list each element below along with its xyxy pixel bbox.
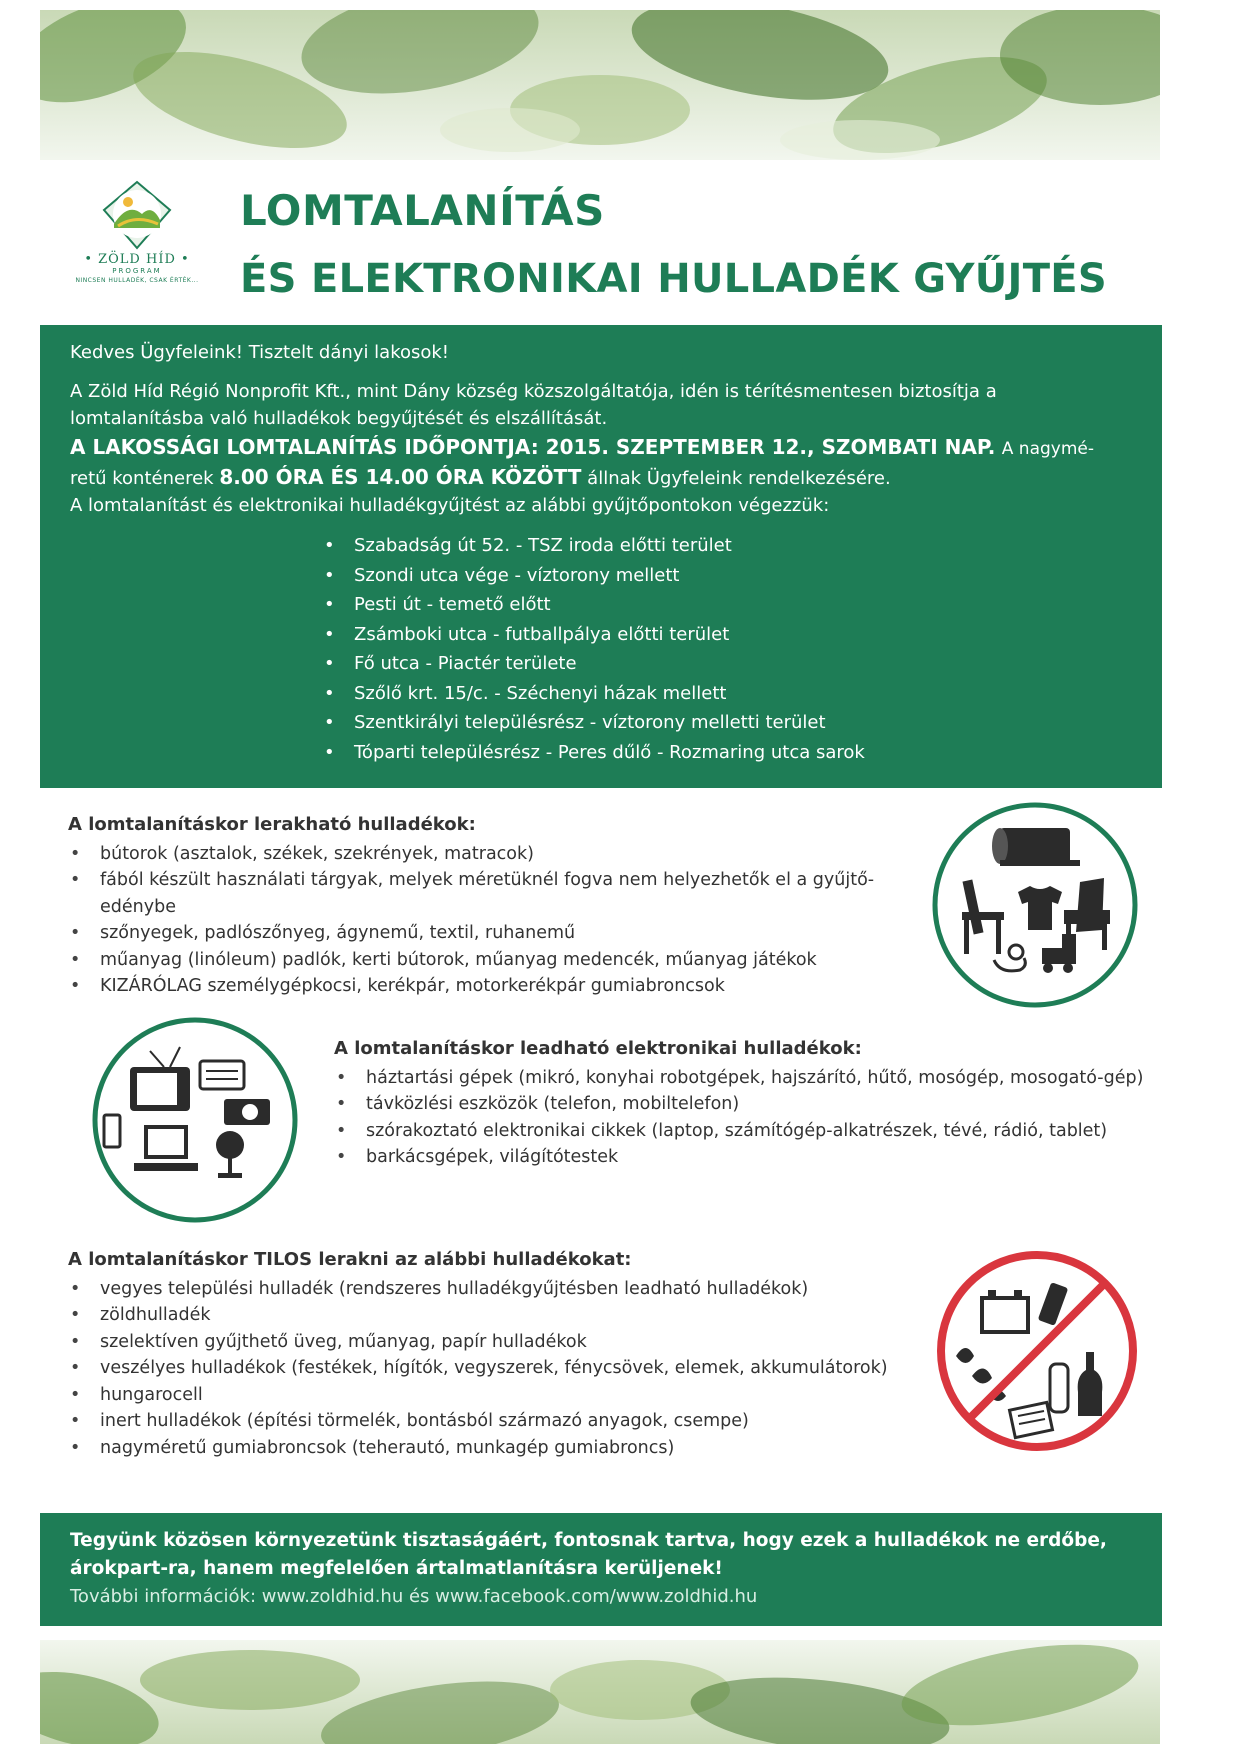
list-item: • KIZÁRÓLAG személygépkocsi, kerékpár, motorkerékpár gumiabroncsok bbox=[68, 973, 928, 1000]
list-item: • barkácsgépek, világítótestek bbox=[334, 1144, 1164, 1171]
list-item: • vegyes települési hulladék (rendszeres hulladékgyűjtésben leadható hulladékok) bbox=[68, 1276, 888, 1303]
list-item: • inert hulladékok (építési törmelék, bontásból származó anyagok, csempe) bbox=[68, 1408, 888, 1435]
collection-point: • Szabadság út 52. - TSZ iroda előtti terület bbox=[324, 531, 1134, 561]
list-item: • szórakoztató elektronikai cikkek (laptop, számítógép-alkatrészek, tévé, rádió, tablet) bbox=[334, 1118, 1164, 1145]
papers-icon bbox=[1010, 1402, 1053, 1437]
collection-point: • Szőlő krt. 15/c. - Széchenyi házak mellett bbox=[324, 679, 1134, 709]
intro-panel bbox=[40, 325, 1162, 788]
electronic-items-icon bbox=[90, 1015, 300, 1225]
forbidden-items-icon bbox=[932, 1246, 1142, 1456]
page-title-line1: LOMTALANÍTÁS bbox=[240, 186, 605, 235]
date-line-tail: A nagymé- bbox=[1001, 439, 1094, 459]
collection-point: • Fő utca - Piactér területe bbox=[324, 649, 1134, 679]
list-item: • műanyag (linóleum) padlók, kerti bútorok, műanyag medencék, műanyag játékok bbox=[68, 947, 928, 974]
greeting-text: Kedves Ügyfeleink! Tisztelt dányi lakosok! bbox=[70, 342, 450, 363]
collection-point: • Szentkirályi településrész - víztorony melletti terület bbox=[324, 708, 1134, 738]
electronic-waste-section bbox=[334, 1036, 1164, 1171]
zold-hid-logo bbox=[62, 180, 212, 305]
collection-point: • Tóparti településrész - Peres dűlő - Rozmaring utca sarok bbox=[324, 738, 1134, 768]
list-item: • hungarocell bbox=[68, 1382, 888, 1409]
top-leaf-banner bbox=[40, 10, 1160, 160]
list-item: • szőnyegek, padlószőnyeg, ágynemű, textil, ruhanemű bbox=[68, 920, 928, 947]
time-prefix: retű konténerek bbox=[70, 468, 214, 489]
forbidden-list bbox=[68, 1276, 888, 1462]
collection-point: • Szondi utca vége - víztorony mellett bbox=[324, 561, 1134, 591]
logo-program: PROGRAM bbox=[112, 267, 162, 275]
time-suffix: állnak Ügyfeleink rendelkezésére. bbox=[587, 468, 891, 489]
electronic-list bbox=[334, 1065, 1164, 1171]
collection-points-list bbox=[324, 531, 1134, 767]
list-item: • nagyméretű gumiabroncsok (teherautó, munkagép gumiabroncs) bbox=[68, 1435, 888, 1462]
forbidden-waste-section bbox=[68, 1247, 888, 1461]
camera-icon bbox=[224, 1099, 270, 1125]
list-item: • távközlési eszközök (telefon, mobiltelefon) bbox=[334, 1091, 1164, 1118]
leaves-decoration-icon bbox=[40, 10, 1160, 160]
logo-name: • ZÖLD HÍD • bbox=[84, 252, 190, 267]
time-announcement bbox=[70, 464, 1134, 492]
allowed-items-icon bbox=[930, 800, 1140, 1010]
collection-point: • Pesti út - temető előtt bbox=[324, 590, 1134, 620]
footer-message: Tegyünk közösen környezetünk tisztaságáért, fontosnak tartva, hogy ezek a hulladékok ne erdőbe, árokpart-ra, hanem megfelelően ártalmatlanításra kerüljenek! bbox=[70, 1530, 1107, 1579]
allowed-waste-section bbox=[68, 812, 928, 1000]
footer-info: További információk: www.zoldhid.hu és www.facebook.com/www.zoldhid.hu bbox=[70, 1586, 758, 1607]
carpet-roll-icon bbox=[992, 828, 1080, 866]
allowed-heading: A lomtalanításkor lerakható hulladékok: bbox=[68, 814, 476, 835]
list-item: • bútorok (asztalok, székek, szekrények, matracok) bbox=[68, 841, 928, 868]
list-item: • zöldhulladék bbox=[68, 1302, 888, 1329]
logo-slogan: NINCSEN HULLADÉK, CSAK ÉRTÉK... bbox=[75, 277, 199, 284]
leaves-decoration-icon bbox=[40, 1640, 1160, 1744]
forbidden-heading: A lomtalanításkor TILOS lerakni az alábbi hulladékokat: bbox=[68, 1249, 632, 1270]
date-line: A LAKOSSÁGI LOMTALANÍTÁS IDŐPONTJA: 2015. SZEPTEMBER 12., SZOMBATI NAP. bbox=[70, 435, 996, 459]
page-title-line2: ÉS ELEKTRONIKAI HULLADÉK GYŰJTÉS bbox=[240, 256, 1108, 302]
list-item: • szelektíven gyűjthető üveg, műanyag, papír hulladékok bbox=[68, 1329, 888, 1356]
footer-panel bbox=[40, 1513, 1162, 1626]
bottom-leaf-banner bbox=[40, 1640, 1160, 1744]
list-item: • háztartási gépek (mikró, konyhai robotgépek, hajszárító, hűtő, mosógép, mosogató-gép) bbox=[334, 1065, 1164, 1092]
list-item: • veszélyes hulladékok (festékek, hígítók, vegyszerek, fénycsövek, elemek, akkumulátorok) bbox=[68, 1355, 888, 1382]
date-announcement bbox=[70, 432, 1134, 464]
allowed-list bbox=[68, 841, 928, 1000]
time-line: 8.00 ÓRA ÉS 14.00 ÓRA KÖZÖTT bbox=[219, 465, 582, 489]
hills-logo-icon bbox=[100, 180, 174, 250]
electronic-heading: A lomtalanításkor leadható elektronikai hulladékok: bbox=[334, 1038, 862, 1059]
collection-point: • Zsámboki utca - futballpálya előtti terület bbox=[324, 620, 1134, 650]
list-item: • fából készült használati tárgyak, melyek méretüknél fogva nem helyezhetők el a gyűjtő-edénybe bbox=[68, 867, 928, 920]
points-intro: A lomtalanítást és elektronikai hulladékgyűjtést az alábbi gyűjtőpontokon végezzük: bbox=[70, 495, 830, 516]
intro-paragraph: A Zöld Híd Régió Nonprofit Kft., mint Dány község közszolgáltatója, idén is térítésmentesen biztosítja a lomtalanításba való hulladékok begyűjtését és elszállítását. bbox=[70, 381, 997, 429]
